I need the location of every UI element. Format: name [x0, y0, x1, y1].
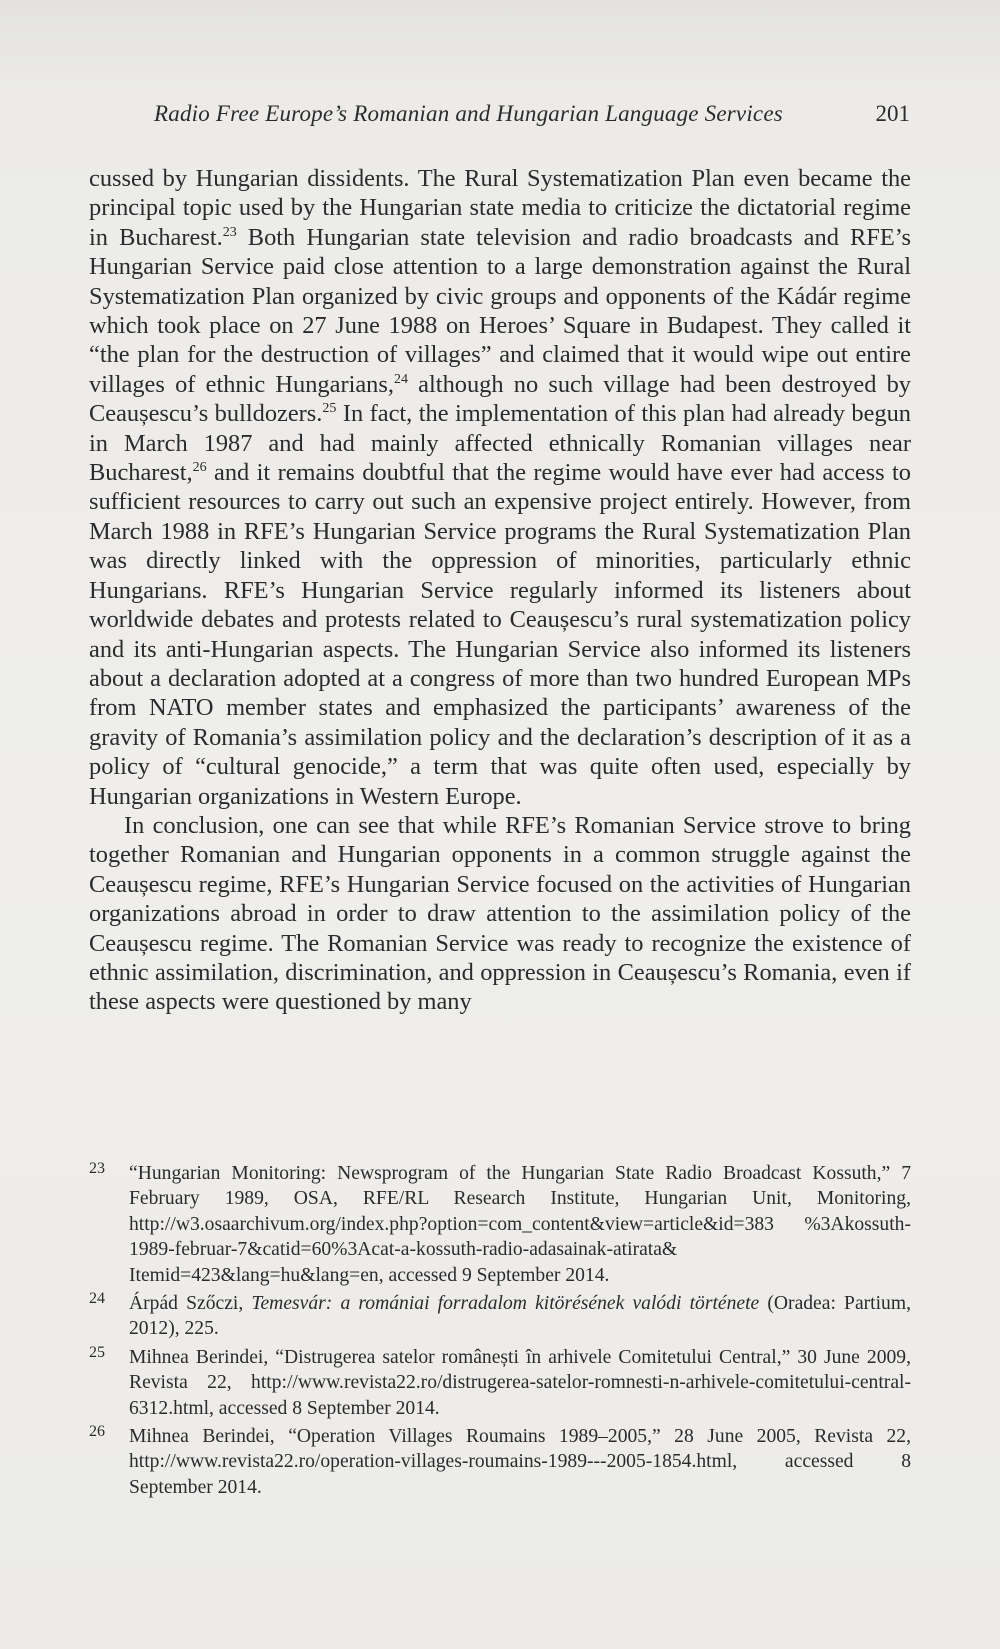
footnote-ref: 26: [192, 460, 207, 476]
text-run: cussed by Hungarian dissidents. The Rural Systematization Plan even became the principal topic used by the Hungarian state media to criticize the dictatorial regime in Bucharest.: [89, 165, 911, 251]
footnote: [89, 1424, 911, 1500]
footnote-book-title: Temesvár: a romániai forradalom kitörésének valódi története: [251, 1293, 760, 1315]
footnote-author: Árpád Szőczi,: [129, 1293, 252, 1315]
footnote-number: 24: [89, 1290, 105, 1308]
footnote: [89, 1161, 911, 1288]
page-number: 201: [875, 101, 910, 126]
footnotes: [89, 1161, 911, 1503]
footnote-text: “Hungarian Monitoring: Newsprogram of the Hungarian State Radio Broadcast Kossuth,” 7 February 1989, OSA, RFE/RL Research Institute, Hungarian Unit, Monitoring, http://w3.osaarchivum.org/index.php?option=com_content&view=article&id=383 %3Akossuth-1989-februar-7&catid=60%3Acat-a-kossuth-radio-adasainak-atirata& Itemid=423&lang=hu&lang=en, accessed 9 September 2014.: [129, 1163, 911, 1286]
running-title: Radio Free Europe’s Romanian and Hungarian Language Services: [154, 101, 783, 126]
running-head: [88, 101, 910, 133]
text-run: Both Hungarian state television and radio broadcasts and RFE’s Hungarian Service paid close attention to a large demonstration against the Rural Systematization Plan organized by civic groups and opponents of the Kádár regime which took place on 27 June 1988 on Heroes’ Square in Budapest. They called it “the plan for the destruction of villages” and claimed that it would wipe out entire villages of ethnic Hungarians,: [89, 223, 911, 398]
main-text: [89, 164, 911, 1017]
footnote-text: Mihnea Berindei, “Operation Villages Roumains 1989–2005,” 28 June 2005, Revista 22, http://www.revista22.ro/operation-villages-roumains-1989---2005-1854.html, accessed 8 September 2014.: [129, 1426, 911, 1498]
footnote-number: 23: [89, 1160, 105, 1177]
paragraph: In conclusion, one can see that while RFE’s Romanian Service strove to bring together Romanian and Hungarian opponents in a common struggle against the Ceaușescu regime, RFE’s Hungarian Service focused on the activities of Hungarian organizations abroad in order to draw attention to the assimilation policy of the Ceaușescu regime. The Romanian Service was ready to recognize the existence of ethnic assimilation, discrimination, and oppression in Ceaușescu’s Romania, even if these aspects were questioned by many: [89, 811, 911, 1016]
footnote-ref: 24: [393, 371, 408, 387]
text-run: and it remains doubtful that the regime would have ever had access to sufficient resources to carry out such an expensive project entirely. However, from March 1988 in RFE’s Hungarian Service programs the Rural Systematization Plan was directly linked with the oppression of minorities, particularly ethnic Hungarians. RFE’s Hungarian Service regularly informed its listeners about worldwide debates and protests related to Ceaușescu’s rural systematization policy and its anti-Hungarian aspects. The Hungarian Service also informed its listeners about a declaration adopted at a congress of more than two hundred European MPs from NATO member states and emphasized the participants’ awareness of the gravity of Romania’s assimilation policy and the declaration’s description of it as a policy of “cultural genocide,” a term that was quite often used, especially by Hungarian organizations in Western Europe.: [89, 459, 911, 810]
footnote: [89, 1345, 911, 1421]
footnote-ref: 23: [222, 224, 237, 240]
footnote-ref: 25: [322, 401, 337, 417]
footnote-text: (Oradea: Partium, 2012), 225.: [129, 1293, 911, 1340]
footnote-text: Mihnea Berindei, “Distrugerea satelor românești în arhivele Comitetului Central,” 30 June 2009, Revista 22, http://www.revista22.ro/distrugerea-satelor-romnesti-n-arhivele-comitetului-central-6312.html, accessed 8 September 2014.: [129, 1346, 911, 1419]
paragraph: [89, 164, 911, 811]
footnote: [89, 1291, 911, 1342]
text-run: In fact, the implementation of this plan had already begun in March 1987 and had mainly affected ethnically Romanian villages near Bucharest,: [89, 400, 911, 487]
text-run: although no such village had been destroyed by Ceaușescu’s bulldozers.: [89, 370, 911, 428]
footnote-number: 25: [89, 1343, 105, 1361]
footnote-number: 26: [89, 1423, 105, 1441]
